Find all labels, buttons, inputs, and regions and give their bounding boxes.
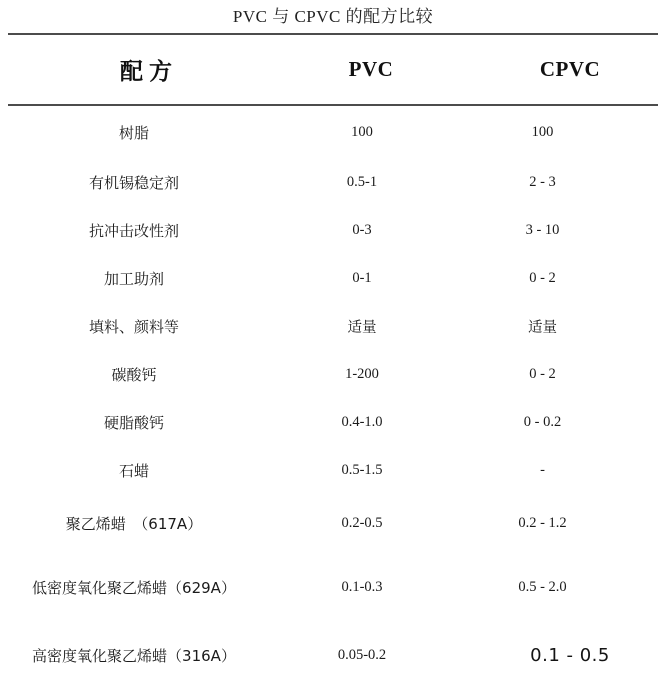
ingredient-name-cell: 树脂 [118, 123, 149, 142]
ingredient-name-cell: 聚乙烯蜡 （617A） [65, 514, 203, 533]
column-header-pvc: PVC [348, 57, 394, 81]
pvc-value-cell: 适量 [347, 319, 377, 336]
cpvc-value-cell: 0.2 - 1.2 [518, 514, 567, 531]
ingredient-name-cell: 加工助剂 [103, 269, 164, 288]
ingredient-name-cell: 石蜡 [118, 461, 149, 480]
cpvc-value-cell: - [540, 461, 545, 478]
cpvc-value-cell: 0 - 2 [529, 365, 556, 382]
cpvc-value-cell: 0 - 2 [529, 269, 556, 286]
pvc-value-cell: 1-200 [345, 365, 379, 382]
cpvc-value-cell: 0.5 - 2.0 [518, 578, 567, 595]
table-body [8, 105, 658, 688]
pvc-value-cell: 100 [351, 123, 373, 140]
title-block [8, 0, 658, 35]
table-row [8, 350, 658, 398]
pvc-value-cell: 0.5-1 [346, 173, 378, 190]
pvc-value-cell: 0-3 [352, 221, 372, 238]
table-header [8, 35, 658, 105]
formula-table [8, 35, 658, 688]
ingredient-name-cell: 硬脂酸钙 [103, 413, 164, 432]
ingredient-name-cell: 碳酸钙 [111, 365, 157, 384]
table-row [8, 494, 658, 552]
page-title: PVC 与 CPVC 的配方比较 [232, 7, 434, 26]
table-row [8, 158, 658, 206]
ingredient-name-cell: 填料、颜料等 [88, 317, 179, 336]
cpvc-value-cell: 2 - 3 [529, 173, 556, 190]
cpvc-value-cell: 适量 [528, 319, 557, 336]
table-row [8, 302, 658, 350]
table-row [8, 206, 658, 254]
ingredient-name-cell: 抗冲击改性剂 [88, 221, 179, 240]
header-row [8, 35, 658, 105]
table-row [8, 552, 658, 622]
table-row [8, 446, 658, 494]
cpvc-value-cell: 3 - 10 [525, 221, 560, 238]
pvc-value-cell: 0.2-0.5 [341, 514, 383, 531]
table-row [8, 622, 658, 688]
pvc-value-cell: 0-1 [352, 269, 372, 286]
pvc-value-cell: 0.4-1.0 [341, 413, 383, 430]
table-row [8, 398, 658, 446]
cpvc-value-cell: 0.1 - 0.5 [530, 644, 610, 666]
column-header-formula: 配方 [120, 59, 178, 85]
table-row [8, 254, 658, 302]
pvc-value-cell: 0.1-0.3 [341, 578, 383, 595]
ingredient-name-cell: 高密度氧化聚乙烯蜡（316A） [32, 646, 236, 665]
ingredient-name-cell: 低密度氧化聚乙烯蜡（629A） [32, 578, 236, 597]
column-header-cpvc: CPVC [539, 57, 601, 81]
pvc-value-cell: 0.5-1.5 [341, 461, 383, 478]
table-row [8, 105, 658, 158]
ingredient-name-cell: 有机锡稳定剂 [88, 173, 179, 192]
cpvc-value-cell: 0 - 0.2 [523, 413, 562, 430]
pvc-value-cell: 0.05-0.2 [337, 646, 387, 663]
cpvc-value-cell: 100 [531, 123, 554, 140]
